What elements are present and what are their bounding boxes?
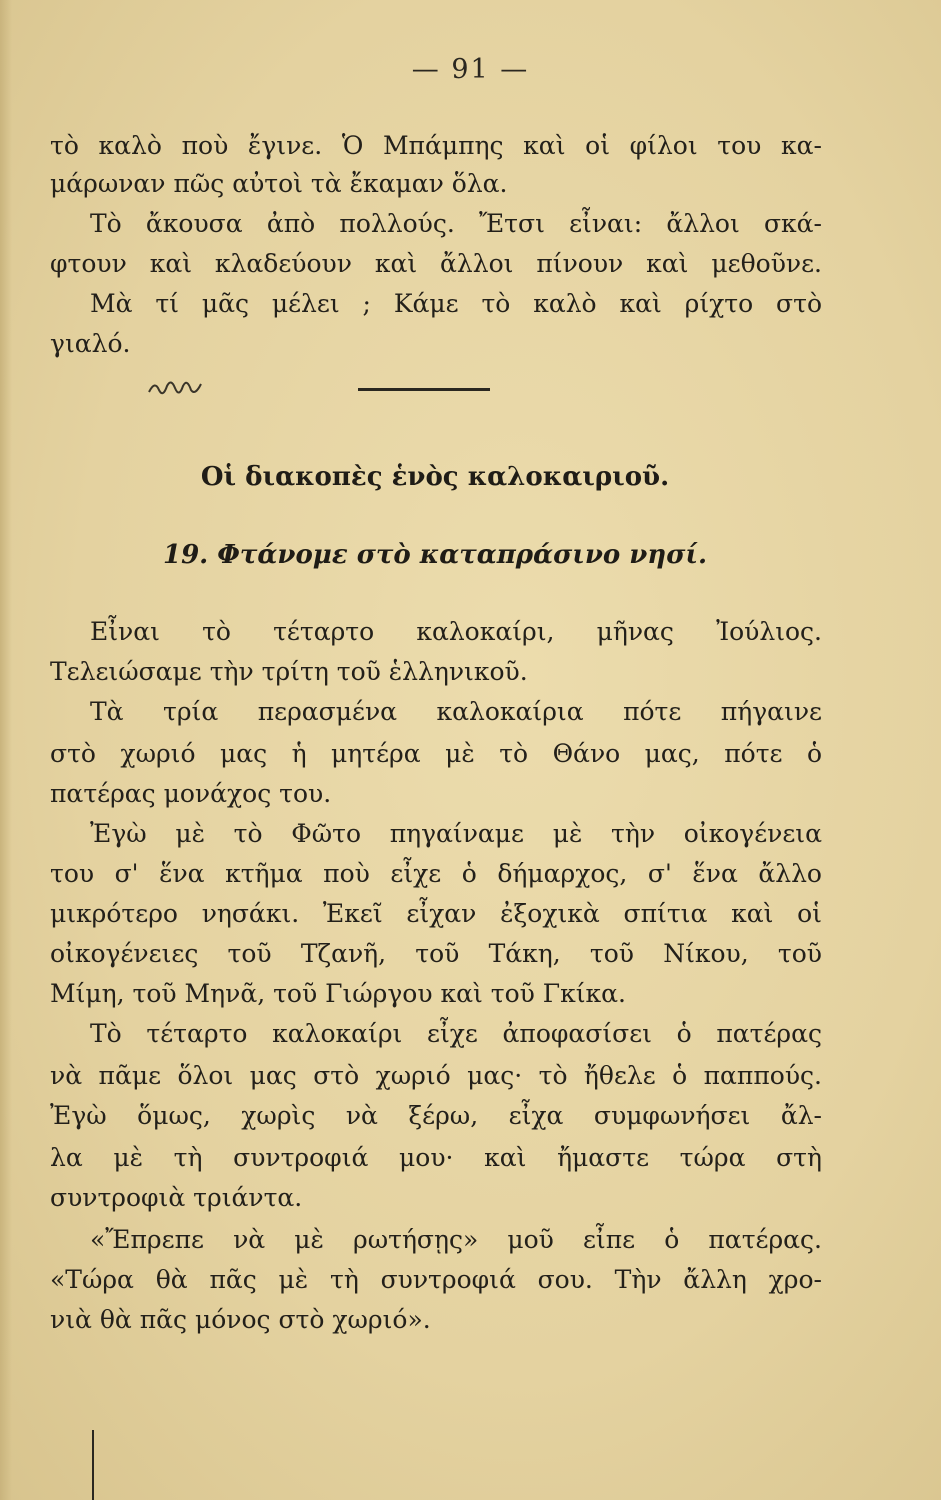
text-line: οἰκογένειες τοῦ Τζανῆ, τοῦ Τάκη, τοῦ Νίκου, τοῦ [50, 939, 822, 968]
text-line: μάρωναν πῶς αὐτοὶ τὰ ἔκαμαν ὅλα. [50, 169, 508, 198]
text-line: Μὰ τί μᾶς μέλει ; Κάμε τὸ καλὸ καὶ ρίχτο στὸ [90, 289, 822, 318]
text-line: Εἶναι τὸ τέταρτο καλοκαίρι, μῆνας Ἰούλιος. [90, 617, 822, 646]
text-line: Τελειώσαμε τὴν τρίτη τοῦ ἑλληνικοῦ. [50, 657, 528, 686]
text-line: νὰ πᾶμε ὅλοι μας στὸ χωριό μας· τὸ ἤθελε ὁ παππούς. [50, 1061, 822, 1090]
text-line: πατέρας μονάχος του. [50, 779, 332, 808]
text-line: «Ἔπρεπε νὰ μὲ ρωτήσῃς» μοῦ εἶπε ὁ πατέρας. [90, 1225, 822, 1254]
page-number: — 91 — [411, 54, 530, 85]
text-line: Τὸ τέταρτο καλοκαίρι εἶχε ἀποφασίσει ὁ πατέρας [90, 1019, 822, 1048]
text-line: τὸ καλὸ ποὺ ἔγινε. Ὁ Μπάμπης καὶ οἱ φίλοι του κα- [50, 131, 822, 160]
text-line: του σ' ἕνα κτῆμα ποὺ εἶχε ὁ δήμαρχος, σ' ἕνα ἄλλο [50, 859, 822, 888]
text-line: λα μὲ τὴ συντροφιά μου· καὶ ἤμαστε τώρα στὴ [50, 1143, 822, 1172]
section-title: Οἱ διακοπὲς ἑνὸς καλοκαιριοῦ. [200, 462, 670, 492]
text-line: γιαλό. [50, 329, 131, 358]
text-line: «Τώρα θὰ πᾶς μὲ τὴ συντροφιά σου. Τὴν ἄλλη χρο- [50, 1265, 822, 1294]
separator-rule [358, 388, 490, 391]
text-line: Τὰ τρία περασμένα καλοκαίρια πότε πήγαινε [90, 697, 822, 726]
text-line: Μίμη, τοῦ Μηνᾶ, τοῦ Γιώργου καὶ τοῦ Γκίκα. [50, 979, 627, 1008]
text-line: Ἐγὼ μὲ τὸ Φῶτο πηγαίναμε μὲ τὴν οἰκογένεια [90, 819, 822, 848]
text-line: φτουν καὶ κλαδεύουν καὶ ἄλλοι πίνουν καὶ μεθοῦνε. [50, 249, 822, 278]
scribble-mark [145, 372, 215, 402]
text-line: Τὸ ἄκουσα ἀπὸ πολλούς. Ἔτσι εἶναι: ἄλλοι σκά- [90, 209, 822, 238]
text-line: νιὰ θὰ πᾶς μόνος στὸ χωριό». [50, 1305, 431, 1334]
text-line: συντροφιὰ τριάντα. [50, 1183, 303, 1212]
text-line: μικρότερο νησάκι. Ἐκεῖ εἶχαν ἐξοχικὰ σπίτια καὶ οἱ [50, 899, 822, 928]
margin-pencil-mark [92, 1430, 94, 1500]
chapter-title: 19. Φτάνομε στὸ καταπράσινο νησί. [162, 540, 708, 570]
text-line: Ἐγὼ ὅμως, χωρὶς νὰ ξέρω, εἶχα συμφωνήσει ἄλ- [50, 1101, 822, 1130]
text-line: στὸ χωριό μας ἡ μητέρα μὲ τὸ Θάνο μας, πότε ὁ [50, 739, 822, 768]
